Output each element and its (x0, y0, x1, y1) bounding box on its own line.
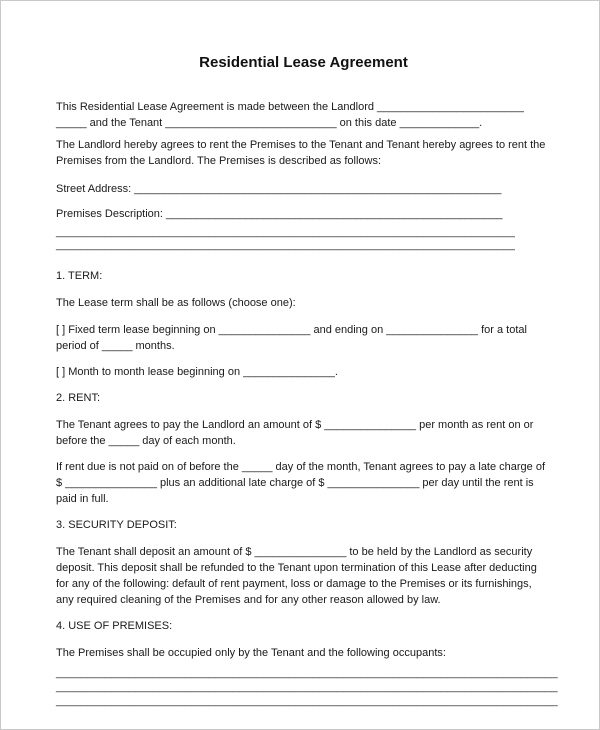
section-heading-term: 1. TERM: (56, 270, 103, 282)
occupants-blank-line: __________________________________________________________________________________ (56, 681, 558, 693)
month-to-month-option: [ ] Month to month lease beginning on _______________. (56, 366, 338, 378)
section-heading-security-deposit: 3. SECURITY DEPOSIT: (56, 519, 177, 531)
document-content (1, 1, 599, 708)
section-heading-use-of-premises: 4. USE OF PREMISES: (56, 620, 173, 632)
term-intro-paragraph: The Lease term shall be as follows (choose one): (56, 297, 296, 309)
occupants-paragraph: The Premises shall be occupied only by the Tenant and the following occupants: (56, 647, 446, 659)
parties-paragraph: This Residential Lease Agreement is made between the Landlord ________________________ _____ and the Tenant ____________________________ on this date _____________. (56, 101, 524, 129)
fixed-term-option: [ ] Fixed term lease beginning on _______________ and ending on _______________ for a total period of _____ months. (56, 324, 527, 352)
agreement-paragraph: The Landlord hereby agrees to rent the Premises to the Tenant and Tenant hereby agrees to rent the Premises from the Landlord. The Premises is described as follows: (56, 139, 546, 167)
premises-description-extra-lines (56, 226, 551, 252)
section-heading-rent: 2. RENT: (56, 392, 101, 404)
premises-blank-line: ___________________________________________________________________________ (56, 226, 515, 238)
occupants-blank-line: __________________________________________________________________________________ (56, 695, 558, 707)
late-charge-paragraph: If rent due is not paid on of before the _____ day of the month, Tenant agrees to pay a late charge of $ _______________ plus an additional late charge of $ _______________ per day until the rent is paid in full. (56, 461, 546, 505)
street-address-field: Street Address: ____________________________________________________________ (56, 183, 502, 195)
occupants-blank-line: __________________________________________________________________________________ (56, 667, 558, 679)
premises-blank-line: ___________________________________________________________________________ (56, 239, 515, 251)
security-deposit-paragraph: The Tenant shall deposit an amount of $ _______________ to be held by the Landlord as security deposit. This deposit shall be refunded to the Tenant upon termination of this Lease after deducting for any of the following: default of rent payment, loss or damage to the Premises or its furnishings, any required cleaning of the Premises and for any other reason allowed by law. (56, 546, 537, 606)
occupants-blank-lines (56, 666, 558, 708)
document-title: Residential Lease Agreement (199, 54, 408, 71)
rent-amount-paragraph: The Tenant agrees to pay the Landlord an amount of $ _______________ per month as rent on or before the _____ day of each month. (56, 419, 534, 447)
premises-description-field: Premises Description: _______________________________________________________ (56, 208, 503, 220)
